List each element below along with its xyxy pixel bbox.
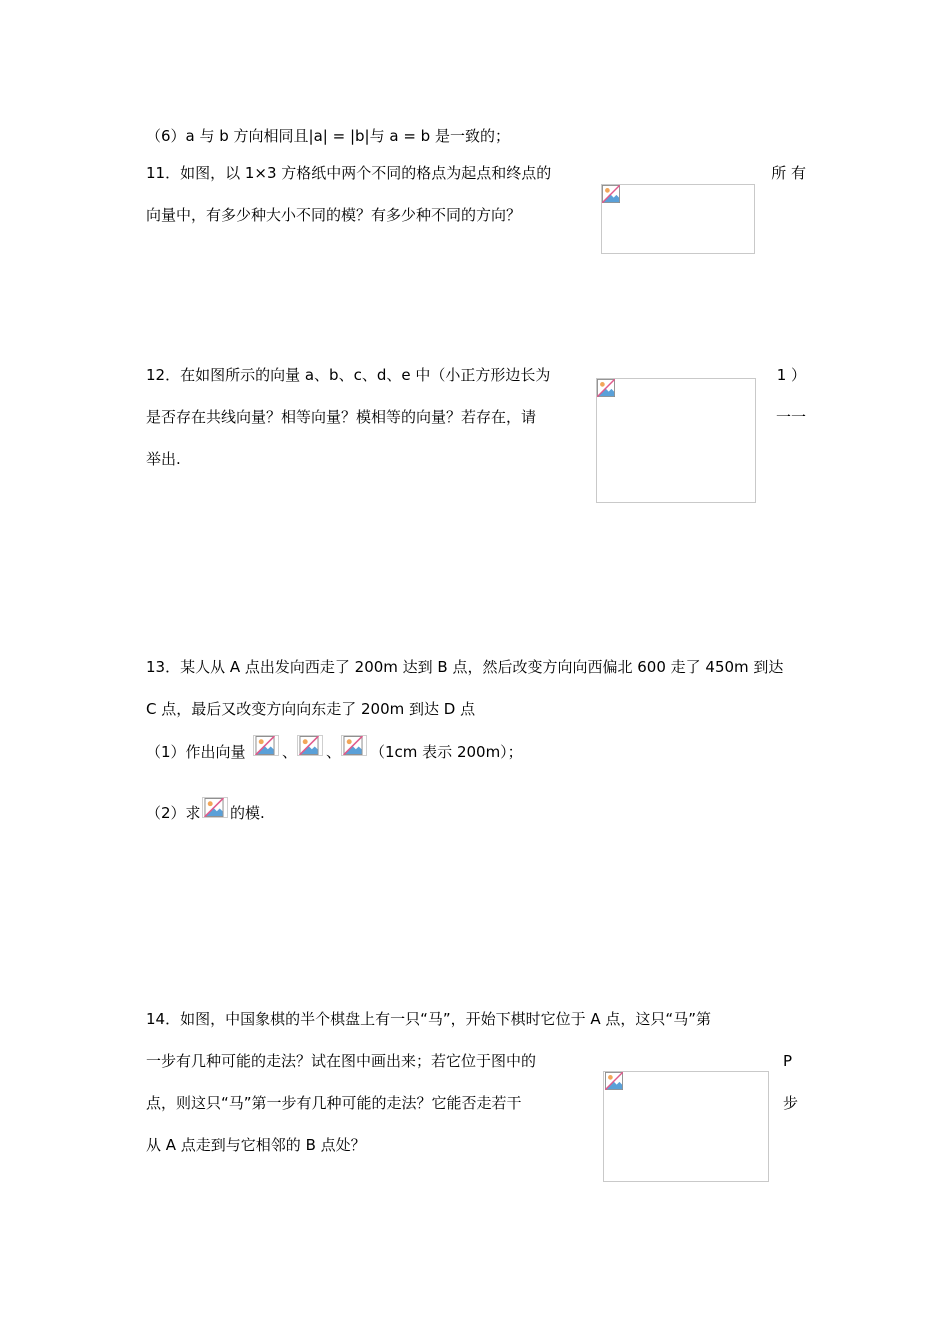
q13-separator-2: 、 [326,743,342,761]
q14-line-1: 14．如图，中国象棋的半个棋盘上有一只“马”，开始下棋时它位于 A 点，这只“马”第 [146,1010,711,1028]
q12-line-3: 举出. [146,450,181,468]
q14-line-2-right: P [783,1052,793,1070]
q12-line-2: 是否存在共线向量？相等向量？模相等的向量？若存在，请 [146,408,537,426]
q12-figure-placeholder [596,378,756,503]
q12-line-1: 12．在如图所示的向量 a、b、c、d、e 中（小正方形边长为 [146,366,551,384]
q13-part1-label: （1）作出向量 [146,743,246,761]
vector-ad-image [202,797,228,818]
q11-line-1: 11．如图，以 1×3 方格纸中两个不同的格点为起点和终点的 [146,164,552,182]
broken-image-icon [255,736,275,755]
vector-ab-image [253,735,279,756]
vector-bc-image [297,735,323,756]
q11-line-2: 向量中，有多少种大小不同的模？有多少种不同的方向？ [146,206,522,224]
q13-part1-scale: （1cm 表示 200m）； [370,743,523,761]
statement-6: （6）a 与 b 方向相同且|a| = |b|与 a = b 是一致的； [146,127,510,145]
q14-line-4: 从 A 点走到与它相邻的 B 点处？ [146,1136,366,1154]
q13-part2-suffix: 的模. [230,804,265,822]
q13-part2-label: （2）求 [146,804,201,822]
q13-line-2: C 点，最后又改变方向向东走了 200m 到达 D 点 [146,700,476,718]
vector-cd-image [341,735,367,756]
q12-line-1-right: 1 ） [776,366,806,384]
broken-image-icon [343,736,363,755]
q13-separator-1: 、 [282,743,298,761]
q13-line-1: 13．某人从 A 点出发向西走了 200m 达到 B 点，然后改变方向向西偏北 600 走了 450m 到达 [146,658,784,676]
broken-image-icon [299,736,319,755]
q14-figure-placeholder [603,1071,769,1182]
broken-image-icon [605,1072,623,1090]
broken-image-icon [204,798,224,817]
broken-image-icon [602,185,620,203]
q11-line-1-right: 所 有 [771,164,806,182]
q14-line-2: 一步有几种可能的走法？试在图中画出来；若它位于图中的 [146,1052,537,1070]
q12-line-2-right: 一一 [775,408,806,426]
broken-image-icon [597,379,615,397]
q14-line-3: 点，则这只“马”第一步有几种可能的走法？它能否走若干 [146,1094,522,1112]
q14-line-3-right: 步 [783,1094,799,1112]
q11-figure-placeholder [601,184,755,254]
